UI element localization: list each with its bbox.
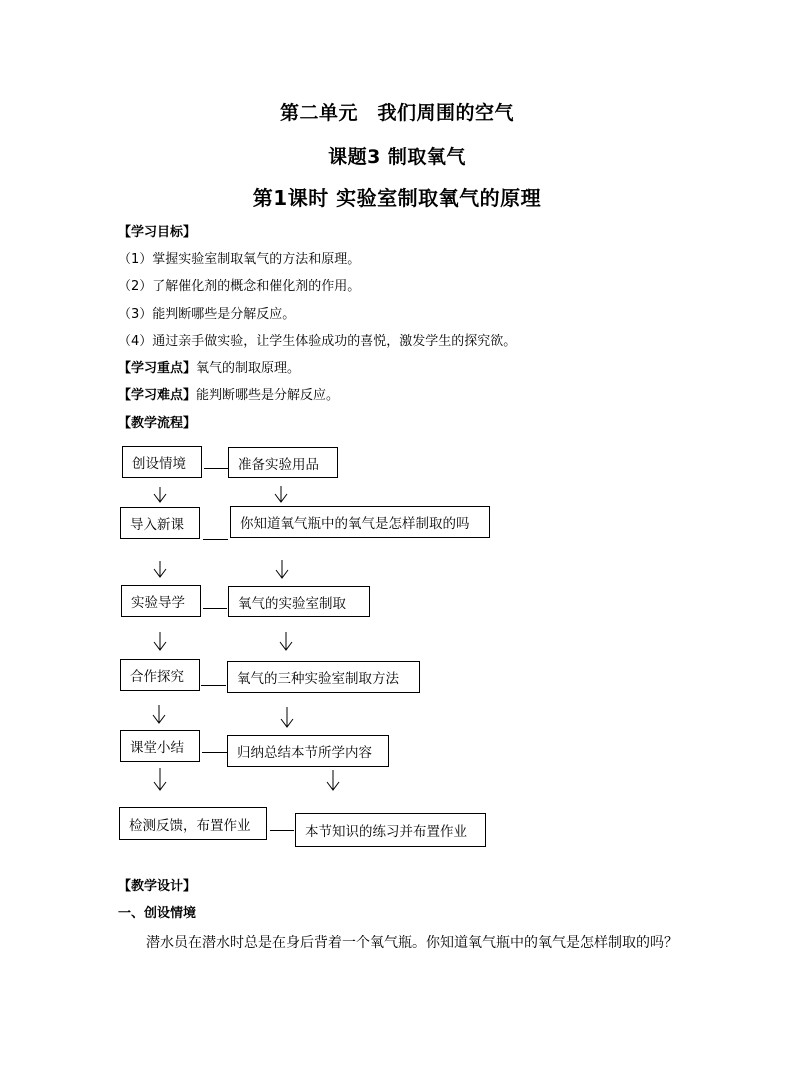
flow-stage-6: 检测反馈，布置作业 (119, 807, 267, 840)
flow-stage-3: 实验导学 (121, 585, 201, 617)
arrow-down-icon (154, 561, 166, 577)
flow-stage-1: 创设情境 (122, 446, 202, 478)
flow-stage-2: 导入新课 (120, 507, 200, 539)
flow-detail-6: 本节知识的练习并布置作业 (295, 813, 486, 847)
flow-detail-1: 准备实验用品 (228, 447, 338, 478)
lesson-title: 课题3 制取氧气 (328, 146, 466, 168)
flow-detail-3: 氧气的实验室制取 (228, 586, 370, 617)
goal-item-2: （2）了解催化剂的概念和催化剂的作用。 (118, 279, 361, 294)
arrow-down-icon (327, 770, 339, 790)
arrow-down-icon (154, 632, 166, 650)
flow-detail-5: 归纳总结本节所学内容 (227, 735, 389, 767)
arrow-down-icon (154, 487, 166, 502)
focus-text: 氧气的制取原理。 (196, 361, 301, 376)
arrow-down-icon (275, 486, 287, 502)
arrow-down-icon (276, 560, 288, 578)
goals-heading: 【学习目标】 (118, 225, 197, 240)
design-heading: 【教学设计】 (118, 879, 197, 894)
difficulty-text: 能判断哪些是分解反应。 (196, 388, 340, 403)
flow-detail-2: 你知道氧气瓶中的氧气是怎样制取的吗 (230, 506, 490, 538)
flow-heading: 【教学流程】 (118, 416, 197, 431)
difficulty-label: 【学习难点】 (118, 388, 197, 403)
section-heading-1: 一、创设情境 (118, 906, 197, 921)
arrow-down-icon (154, 768, 166, 790)
goal-item-1: （1）掌握实验室制取氧气的方法和原理。 (118, 252, 361, 267)
focus-label: 【学习重点】 (118, 361, 197, 376)
intro-paragraph: 潜水员在潜水时总是在身后背着一个氧气瓶。你知道氧气瓶中的氧气是怎样制取的吗？ (146, 935, 678, 951)
flow-stage-4: 合作探究 (120, 659, 200, 691)
flow-stage-5: 课堂小结 (120, 730, 200, 762)
unit-title: 第二单元 我们周围的空气 (279, 102, 514, 124)
arrow-down-icon (280, 632, 292, 650)
goal-item-4: （4）通过亲手做实验，让学生体验成功的喜悦，激发学生的探究欲。 (118, 334, 517, 349)
arrow-down-icon (281, 707, 293, 727)
period-title: 第1课时 实验室制取氧气的原理 (252, 186, 542, 210)
arrow-down-icon (153, 705, 165, 723)
flow-detail-4: 氧气的三种实验室制取方法 (227, 661, 420, 693)
goal-item-3: （3）能判断哪些是分解反应。 (118, 307, 296, 322)
